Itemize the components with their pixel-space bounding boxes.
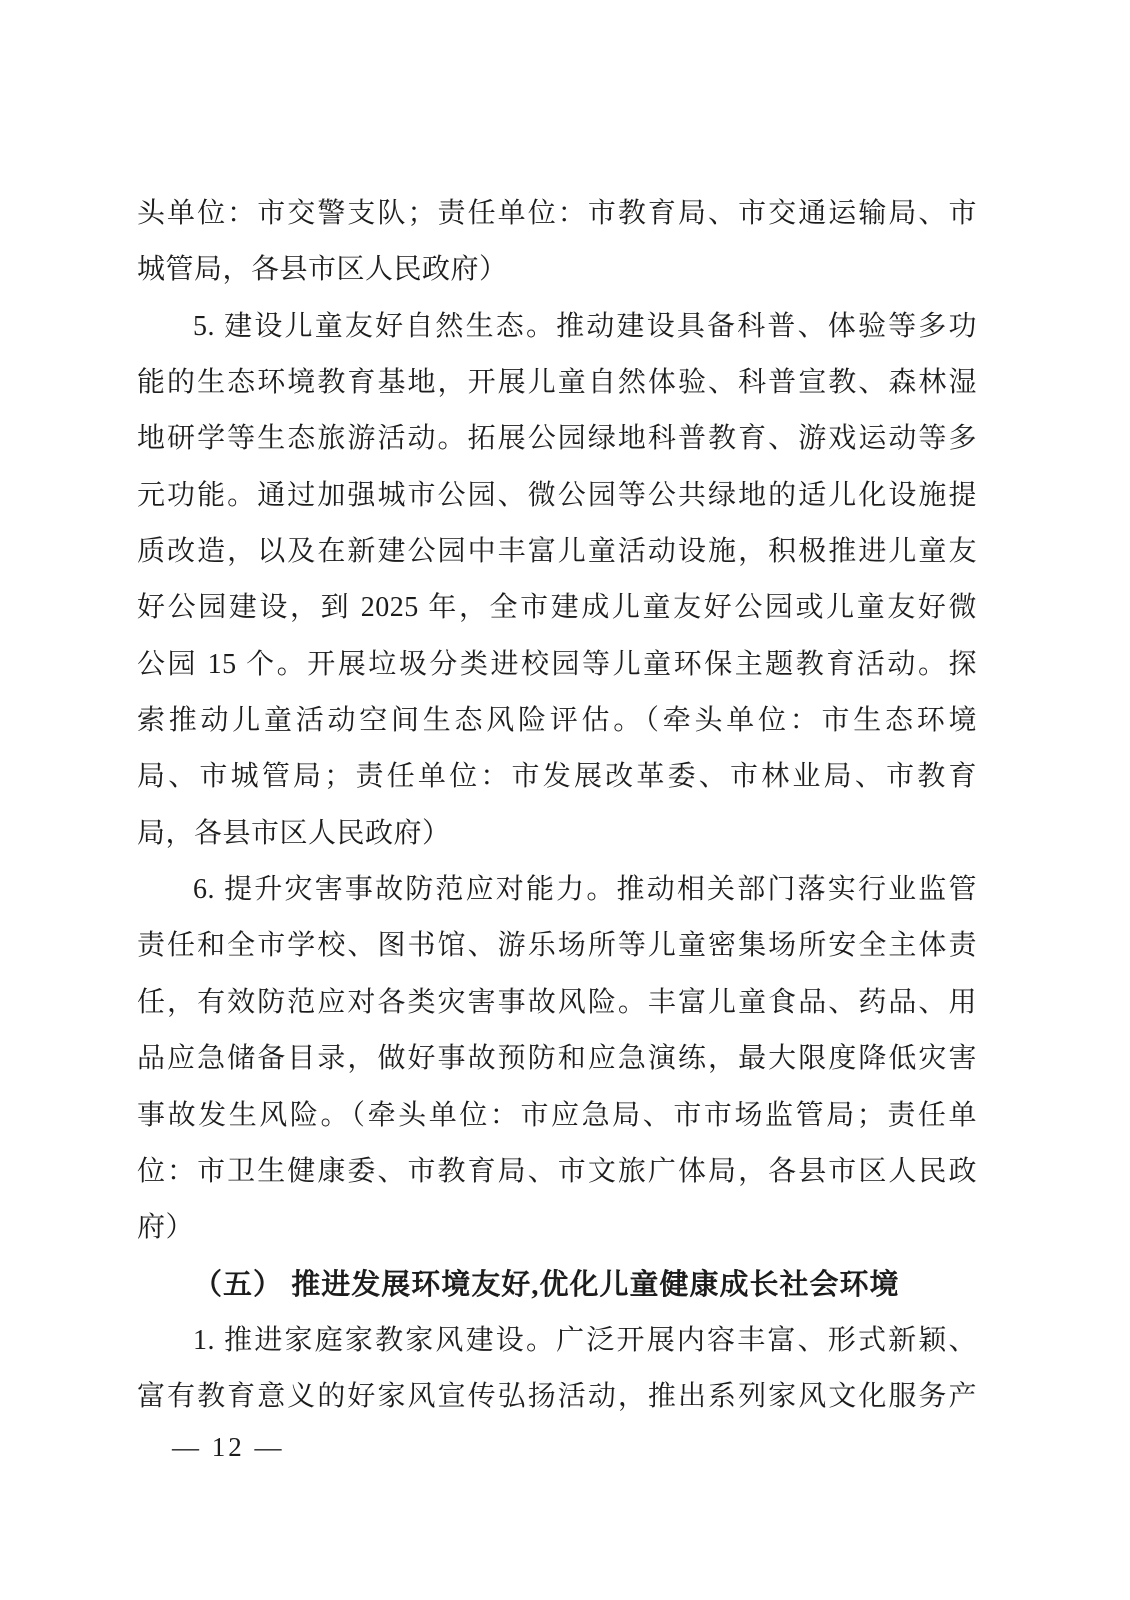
text-line-03-item-5-start: 5. 建设儿童友好自然生态。推动建设具备科普、体验等多功 xyxy=(193,310,977,342)
document-text-block xyxy=(137,186,977,1426)
text-line-14: 责任和全市学校、图书馆、游乐场所等儿童密集场所安全主体责 xyxy=(137,930,977,962)
text-line-04: 能的生态环境教育基地，开展儿童自然体验、科普宣教、森林湿 xyxy=(137,367,977,399)
text-line-05: 地研学等生态旅游活动。拓展公园绿地科普教育、游戏运动等多 xyxy=(137,423,977,455)
section-heading-5: （五） 推进发展环境友好,优化儿童健康成长社会环境 xyxy=(193,1268,900,1301)
text-line-22: 富有教育意义的好家风宣传弘扬活动，推出系列家风文化服务产 xyxy=(137,1381,977,1413)
text-line-09: 公园 15 个。开展垃圾分类进校园等儿童环保主题教育活动。探 xyxy=(137,648,977,680)
text-line-17: 事故发生风险。（牵头单位：市应急局、市市场监管局；责任单 xyxy=(137,1099,977,1131)
text-line-07: 质改造，以及在新建公园中丰富儿童活动设施，积极推进儿童友 xyxy=(137,536,977,568)
text-line-02: 城管局，各县市区人民政府） xyxy=(137,254,508,286)
page-number: — 12 — xyxy=(172,1432,285,1462)
text-line-13-item-6-start: 6. 提升灾害事故防范应对能力。推动相关部门落实行业监管 xyxy=(193,874,977,906)
text-line-06: 元功能。通过加强城市公园、微公园等公共绿地的适儿化设施提 xyxy=(137,479,977,511)
text-line-01: 头单位：市交警支队；责任单位：市教育局、市交通运输局、市 xyxy=(137,198,977,229)
text-line-10: 索推动儿童活动空间生态风险评估。（牵头单位：市生态环境 xyxy=(137,705,977,737)
text-line-16: 品应急储备目录，做好事故预防和应急演练，最大限度降低灾害 xyxy=(137,1043,977,1075)
text-line-15: 任，有效防范应对各类灾害事故风险。丰富儿童食品、药品、用 xyxy=(137,986,977,1018)
text-line-18: 位：市卫生健康委、市教育局、市文旅广体局，各县市区人民政 xyxy=(137,1155,977,1187)
text-line-21-item-1-start: 1. 推进家庭家教家风建设。广泛开展内容丰富、形式新颖、 xyxy=(193,1324,977,1356)
text-line-08: 好公园建设，到 2025 年，全市建成儿童友好公园或儿童友好微 xyxy=(137,592,977,624)
text-line-11: 局、市城管局；责任单位：市发展改革委、市林业局、市教育 xyxy=(137,761,977,793)
text-line-19: 府） xyxy=(137,1212,195,1244)
text-line-12: 局，各县市区人民政府） xyxy=(137,817,451,849)
